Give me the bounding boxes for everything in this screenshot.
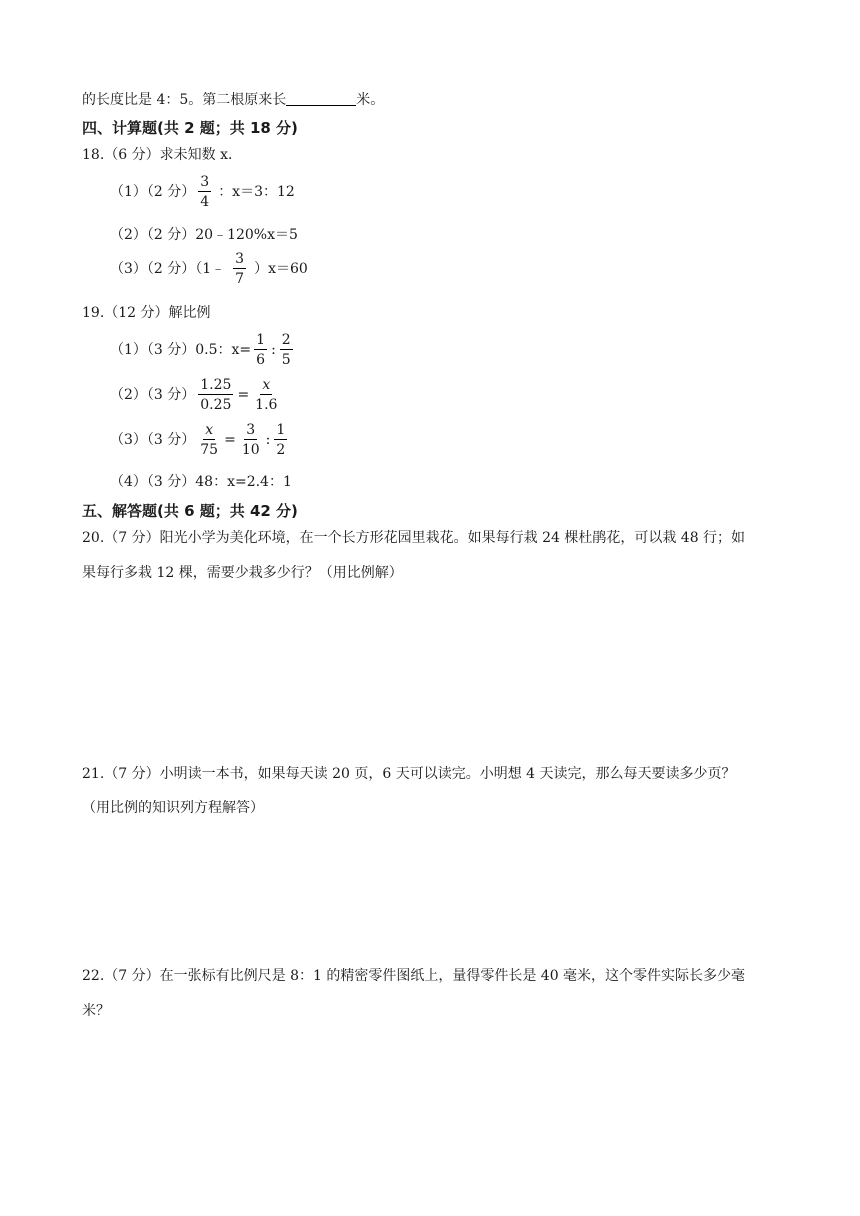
numerator: 1 <box>256 332 266 348</box>
fraction <box>233 252 246 286</box>
fraction <box>198 378 233 412</box>
q20-line2: 果每行多栽 12 棵，需要少栽多少行？（用比例解） <box>82 565 403 581</box>
denominator: 4 <box>200 194 210 210</box>
numerator: 3 <box>235 251 245 267</box>
numerator: 1 <box>276 422 286 438</box>
q21-line1: 21.（7 分）小明读一本书，如果每天读 20 页，6 天可以读完。小明想 4 天读完，那么每天要读多少页？ <box>82 766 736 782</box>
denominator: 1.6 <box>255 397 278 413</box>
q18-part3 <box>110 252 308 286</box>
q18-part1-label: （1）（2 分） <box>110 184 196 200</box>
q19-part1 <box>110 333 296 367</box>
q18-part1-rest: ：x＝3：12 <box>218 184 295 200</box>
fraction <box>198 423 220 457</box>
numerator: 2 <box>281 332 291 348</box>
fraction <box>240 423 262 457</box>
q18-head: 18.（6 分）求未知数 x． <box>82 147 242 163</box>
q18-part3-rest: ）x＝60 <box>254 261 308 277</box>
q18-part3-label: （3）（2 分）（1﹣ <box>110 261 226 277</box>
denominator: 2 <box>276 442 286 458</box>
q19-part4: （4）（3 分）48：x=2.4：1 <box>110 474 292 490</box>
equals-sign: = <box>224 432 236 448</box>
fraction <box>254 333 267 367</box>
q19-part3 <box>110 423 290 457</box>
denominator: 10 <box>241 442 260 458</box>
q18-part1 <box>110 175 295 209</box>
ratio-colon: : <box>271 342 276 358</box>
fraction <box>280 333 293 367</box>
q18-part2: （2）（2 分）20﹣120%x＝5 <box>110 227 298 243</box>
equals-sign: = <box>237 387 250 403</box>
q22-line1: 22.（7 分）在一张标有比例尺是 8：1 的精密零件图纸上，量得零件长是 40 毫米，这个零件实际长多少毫 <box>82 968 746 984</box>
numerator: x <box>262 377 271 393</box>
numerator: 3 <box>200 174 210 190</box>
denominator: 7 <box>235 271 245 287</box>
q19-head: 19.（12 分）解比例 <box>82 305 211 321</box>
q17-text: 的长度比是 4：5。第二根原来长 <box>82 92 287 108</box>
section-4-title: 四、计算题(共 2 题；共 18 分) <box>82 119 298 137</box>
q22-line2: 米？ <box>82 1003 110 1019</box>
answer-blank[interactable] <box>286 91 356 106</box>
denominator: 75 <box>200 442 219 458</box>
fraction <box>198 175 211 209</box>
q19-part2-label: （2）（3 分） <box>110 387 196 403</box>
ratio-colon: : <box>265 432 271 448</box>
denominator: 0.25 <box>200 397 232 413</box>
numerator: x <box>205 422 214 438</box>
section-5-title: 五、解答题(共 6 题；共 42 分) <box>82 502 298 520</box>
q19-part3-label: （3）（3 分） <box>110 432 196 448</box>
numerator: 3 <box>246 422 256 438</box>
q20-line1: 20.（7 分）阳光小学为美化环境，在一个长方形花园里栽花。如果每行栽 24 棵杜鹃花，可以栽 48 行；如 <box>82 530 746 546</box>
q17-unit: 米。 <box>356 92 385 108</box>
denominator: 5 <box>281 352 291 368</box>
fraction <box>274 423 287 457</box>
numerator: 1.25 <box>200 377 232 393</box>
denominator: 6 <box>256 352 266 368</box>
q19-part2 <box>110 378 282 412</box>
q21-line2: （用比例的知识列方程解答） <box>82 800 264 816</box>
q17-tail <box>82 90 384 110</box>
fraction <box>253 378 279 412</box>
q19-part1-label: （1）（3 分）0.5：x= <box>110 342 252 358</box>
